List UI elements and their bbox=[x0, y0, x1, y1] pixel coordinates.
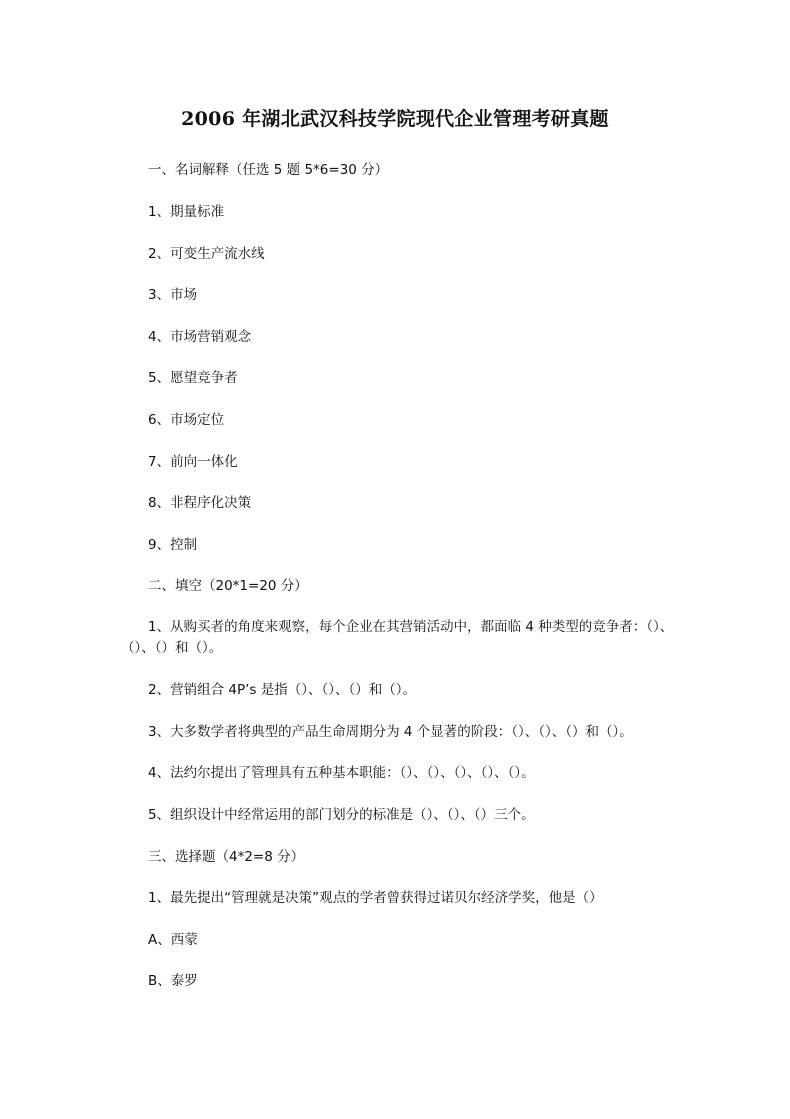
term-item: 7、前向一体化 bbox=[148, 454, 238, 470]
fill-blank-item: 1、从购买者的角度来观察，每个企业在其营销活动中，都面临 4 种类型的竞争者：（）、（）、（）和（）。 bbox=[121, 619, 674, 656]
term-item: 9、控制 bbox=[148, 537, 198, 553]
fill-blank-item: 5、组织设计中经常运用的部门划分的标准是（）、（）、（）三个。 bbox=[148, 807, 535, 823]
section-2-heading: 二、填空（20*1=20 分） bbox=[148, 578, 308, 594]
fill-blank-item: 2、营销组合 4P’s 是指（）、（）、（）和（）。 bbox=[148, 682, 416, 698]
fill-blank-item: 4、法约尔提出了管理具有五种基本职能：（）、（）、（）、（）、（）。 bbox=[148, 765, 535, 781]
term-item: 1、期量标准 bbox=[148, 204, 225, 220]
term-item: 2、可变生产流水线 bbox=[148, 246, 265, 262]
term-item: 3、市场 bbox=[148, 287, 198, 303]
choice-option: A、西蒙 bbox=[148, 932, 198, 948]
term-item: 4、市场营销观念 bbox=[148, 329, 252, 345]
term-item: 5、愿望竞争者 bbox=[148, 370, 238, 386]
choice-option: B、泰罗 bbox=[148, 973, 198, 989]
section-3-heading: 三、选择题（4*2=8 分） bbox=[148, 849, 305, 865]
term-item: 6、市场定位 bbox=[148, 412, 225, 428]
fill-blank-item: 3、大多数学者将典型的产品生命周期分为 4 个显著的阶段：（）、（）、（）和（）。 bbox=[148, 724, 633, 740]
section-1-heading: 一、名词解释（任选 5 题 5*6=30 分） bbox=[148, 162, 389, 178]
term-item: 8、非程序化决策 bbox=[148, 495, 252, 511]
page-title: 2006 年湖北武汉科技学院现代企业管理考研真题 bbox=[181, 108, 609, 130]
choice-question: 1、最先提出“管理就是决策”观点的学者曾获得过诺贝尔经济学奖，他是（） bbox=[148, 890, 603, 906]
